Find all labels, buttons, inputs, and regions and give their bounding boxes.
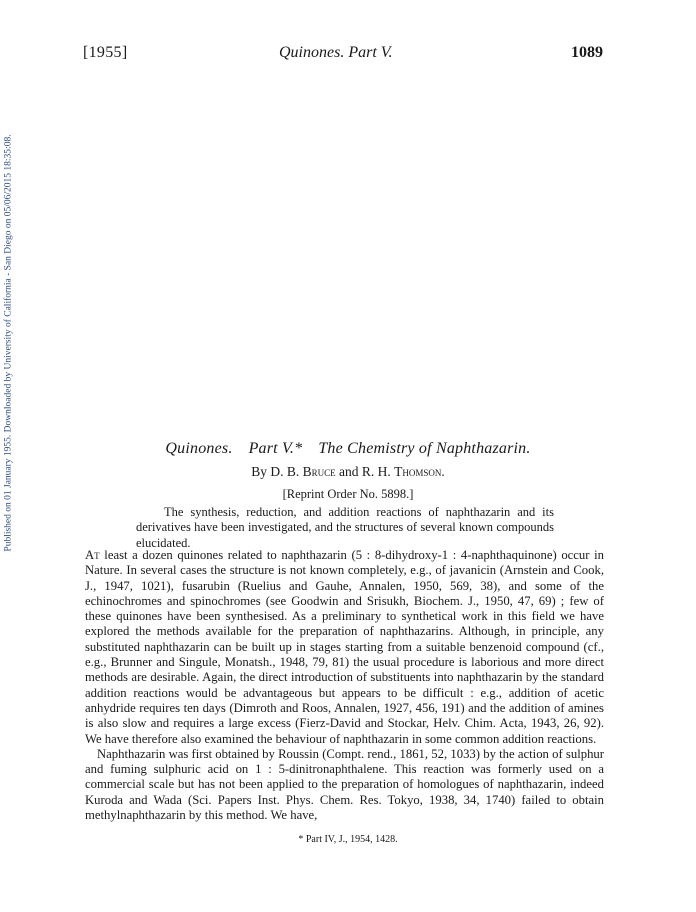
reprint-order: [Reprint Order No. 5898.] <box>282 487 414 501</box>
page-number: 1089 <box>571 44 603 61</box>
article-title-subject: The Chemistry of Naphthazarin. <box>318 440 531 457</box>
author-line <box>0 464 696 480</box>
author-2-surname: Thomson. <box>394 464 445 479</box>
author-1-surname: Bruce <box>302 464 336 479</box>
abstract: The synthesis, reduction, and addition reactions of naphthazarin and its derivatives have been investigated, and the structures of several known compounds elucidated. <box>136 505 554 550</box>
article-title <box>0 440 696 458</box>
footnote: * Part IV, J., 1954, 1428. <box>298 834 398 845</box>
article-title-part: Part V.* <box>248 440 303 457</box>
journal-year: [1955] <box>83 44 128 61</box>
download-watermark <box>2 108 16 578</box>
running-title: Quinones. Part V. <box>279 44 393 61</box>
article-title-series: Quinones. <box>165 440 233 457</box>
body-paragraph-2: Naphthazarin was first obtained by Roussin (Compt. rend., 1861, 52, 1033) by the action of sulphur and fuming sulphuric acid on 1 : 5-dinitronaphthalene. This reaction was formerly used on a commercial scale but has not been applied to the preparation of homologues of naphthazarin, indeed Kuroda and Wada (Sci. Papers Inst. Phys. Chem. Res. Tokyo, 1938, 34, 1740) failed to obtain methylnaphthazarin by this method. We have, <box>85 746 604 823</box>
author-prefix: By D. B. <box>251 464 300 479</box>
download-watermark-text: Published on 01 January 1955. Downloaded by University of California - San Diego on 05/06/2015 18:35:08. <box>4 134 15 552</box>
author-conjunction: and R. H. <box>339 464 391 479</box>
article-body <box>85 548 604 823</box>
opening-word: At <box>85 548 100 562</box>
body-paragraph-1-text: least a dozen quinones related to naphthazarin (5 : 8-dihydroxy-1 : 4-naphthaquinone) occur in Nature. In several cases the structure is not known completely, e.g., of javanicin (Arnstein and Cook, J., 1947, 1021), fusarubin (Ruelius and Gauhe, Annalen, 1950, 569, 38), and some of the echinochromes and spinochromes (see Goodwin and Srisukh, Biochem. J., 1950, 47, 69) ; few of these quinones have been synthesised. As a preliminary to synthetical work in this field we have explored the methods available for the preparation of naphthazarins. Although, in principle, any substituted naphthazarin can be built up in stages starting from a suitable benzenoid compound (cf., e.g., Brunner and Singule, Monatsh., 1948, 79, 81) the usual procedure is laborious and more direct methods are desirable. Again, the direct introduction of substituents into naphthazarin by the standard addition reactions would be advantageous but appears to be difficult : e.g., addition of acetic anhydride requires ten days (Dimroth and Roos, Annalen, 1927, 456, 191) and the addition of amines is also slow and requires a large excess (Fierz-David and Stockar, Helv. Chim. Acta, 1943, 26, 92). We have therefore also examined the behaviour of naphthazarin in some common addition reactions. <box>85 548 604 746</box>
body-paragraph-1 <box>85 548 604 747</box>
